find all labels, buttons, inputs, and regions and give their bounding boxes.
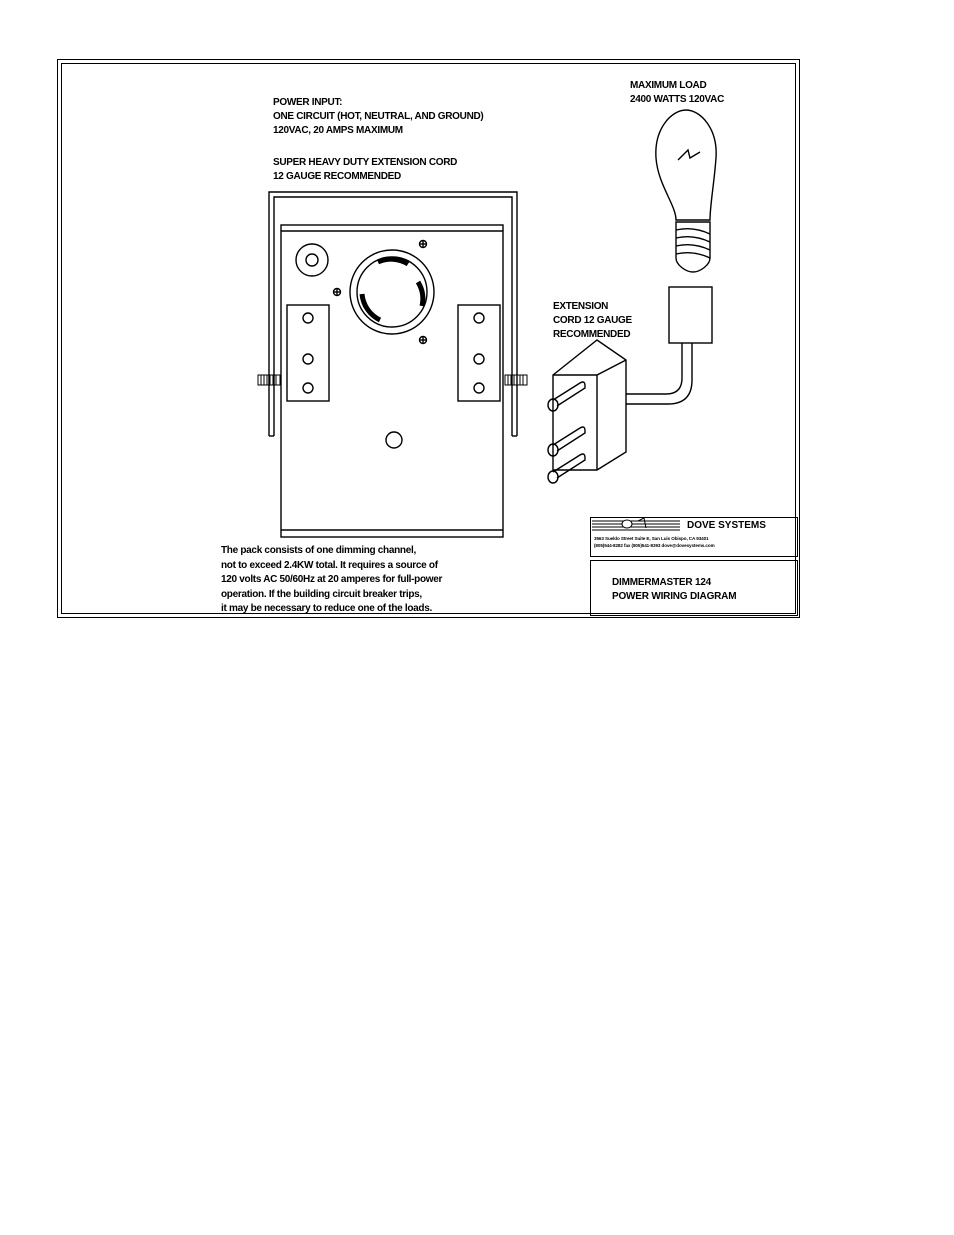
bottom-hole bbox=[386, 432, 402, 448]
company-address bbox=[594, 535, 715, 549]
max-load-line2: 2400 WATTS 120VAC bbox=[630, 94, 725, 105]
dimmer-pack-enclosure bbox=[281, 225, 503, 537]
note-line3: 120 volts AC 50/60Hz at 20 amperes for full-power bbox=[221, 574, 443, 585]
note-line4: operation. If the building circuit breaker trips, bbox=[221, 588, 422, 600]
max-load-label bbox=[630, 79, 724, 107]
twist-lock-receptacle bbox=[333, 240, 434, 344]
lamp-socket bbox=[626, 287, 712, 404]
terminal-strip-right bbox=[458, 305, 500, 401]
power-input-line3: 120VAC, 20 AMPS MAXIMUM bbox=[273, 125, 403, 136]
note-line2: not to exceed 2.4KW total. It requires a source of bbox=[221, 559, 438, 571]
note-line5: it may be necessary to reduce one of the loads. bbox=[221, 603, 432, 614]
extension-line2: CORD 12 GAUGE bbox=[553, 315, 632, 326]
extension-line1: EXTENSION bbox=[553, 301, 609, 312]
power-input-label bbox=[273, 96, 483, 138]
power-input-line2: ONE CIRCUIT (HOT, NEUTRAL, AND GROUND) bbox=[273, 111, 484, 122]
terminal-strip-left bbox=[287, 305, 329, 401]
max-load-line1: MAXIMUM LOAD bbox=[630, 80, 707, 91]
thumb-screw-right bbox=[505, 375, 527, 385]
drawing-title-line1: DIMMERMASTER 124 bbox=[612, 577, 712, 588]
power-input-line1: POWER INPUT: bbox=[273, 97, 343, 108]
power-note bbox=[221, 544, 442, 617]
company-name: DOVE SYSTEMS bbox=[687, 520, 766, 531]
note-line1: The pack consists of one dimming channel, bbox=[221, 545, 416, 556]
address-line1: 3563 Sueldo Street Suite E, San Luis Obispo, CA 93401 bbox=[594, 536, 709, 541]
extension-line3: RECOMMENDED bbox=[553, 329, 631, 340]
extension-cord-plug bbox=[548, 340, 626, 483]
drawing-title-line2: POWER WIRING DIAGRAM bbox=[612, 591, 737, 602]
address-line2: (805)544-8282 fax (805)541-8393 dove@dovesystems.com bbox=[594, 543, 715, 548]
extension-cord-label bbox=[553, 300, 632, 342]
cord-top-line1: SUPER HEAVY DUTY EXTENSION CORD bbox=[273, 157, 458, 168]
cord-top-line2: 12 GAUGE RECOMMENDED bbox=[273, 171, 401, 182]
knockout-hole bbox=[296, 244, 328, 276]
light-bulb-icon bbox=[656, 110, 716, 272]
cord-recommendation-label bbox=[273, 156, 457, 184]
drawing-title bbox=[612, 576, 736, 604]
